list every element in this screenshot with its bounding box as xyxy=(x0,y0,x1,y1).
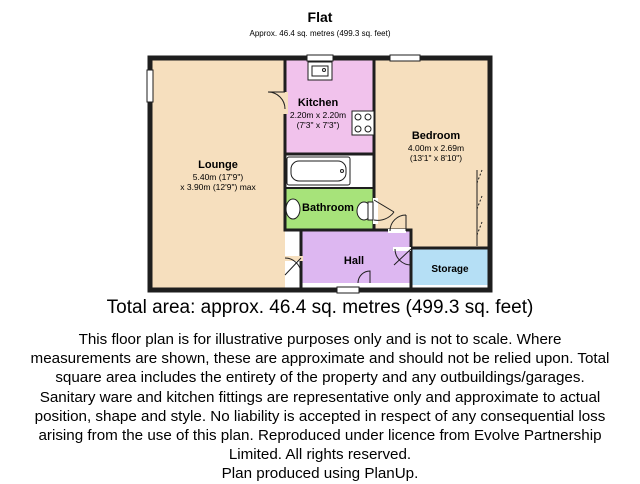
disclaimer-line: position, shape and style. No liability is accepted in respect of any consequential loss xyxy=(34,407,606,425)
bedroom-label: Bedroom xyxy=(411,130,461,142)
disclaimer-line: Limited. All rights reserved. xyxy=(228,446,412,464)
plan-subtitle: Approx. 46.4 sq. metres (499.3 sq. feet) xyxy=(249,29,391,38)
lounge-label: Lounge xyxy=(198,159,238,171)
disclaimer-line: arising from the use of this plan. Reproduced under licence from Evolve Partnership xyxy=(38,427,602,445)
kitchen-label: Kitchen xyxy=(297,97,339,109)
kitchen-dim1: 2.20m x 2.20m xyxy=(289,110,347,120)
disclaimer-line: Sanitary ware and kitchen fittings are representative only and approximate to actual xyxy=(39,388,601,406)
bedroom-dim1: 4.00m x 2.69m xyxy=(407,143,465,153)
total-area: Total area: approx. 46.4 sq. metres (499.3 sq. feet) xyxy=(106,297,534,318)
disclaimer-line: This floor plan is for illustrative purposes only and is not to scale. Where xyxy=(78,331,562,348)
disclaimer-line: measurements are shown, these are approximate and should not be relied upon. Total xyxy=(30,350,610,368)
lounge-dim2: x 3.90m (12'9") max xyxy=(180,182,256,192)
lounge-dim1: 5.40m (17'9") xyxy=(192,172,244,182)
disclaimer-line: square area includes the entirety of the property and any outbuildings/garages. xyxy=(55,369,585,387)
disclaimer-line: Plan produced using PlanUp. xyxy=(221,465,419,483)
storage-label: Storage xyxy=(431,264,469,275)
bedroom-dim2: (13'1" x 8'10") xyxy=(409,153,463,163)
plan-title: Flat xyxy=(307,9,333,25)
kitchen-dim2: (7'3" x 7'3") xyxy=(296,120,340,130)
disclaimer xyxy=(14,330,626,484)
bathroom-label: Bathroom xyxy=(302,202,354,214)
hall-label: Hall xyxy=(343,255,365,267)
